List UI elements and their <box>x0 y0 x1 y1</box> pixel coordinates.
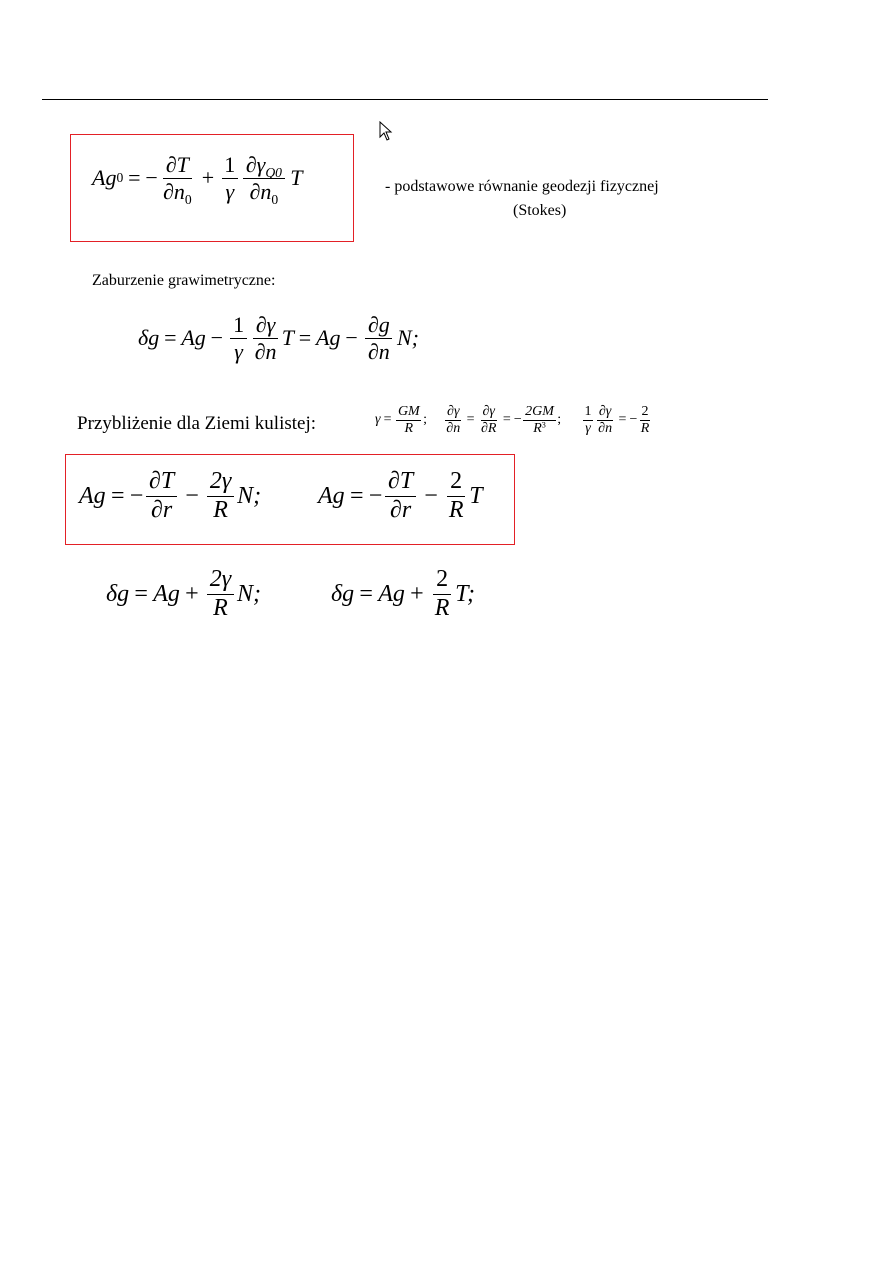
disturbance-spherical-t: δg = Ag + $\frac{2}{R}$ T; <box>331 566 475 621</box>
spherical-anomaly-t: Ag = − $\frac{\partial T}{\partial r}$ − $\frac{2}{R}$ T <box>318 468 483 523</box>
fraction-one-gamma: $\frac{1}{\gamma}$ <box>222 153 238 203</box>
spherical-heading: Przybliżenie dla Ziemi kulistej: <box>77 413 317 434</box>
spherical-relations: γ = $\frac{GM}{R}$ ; $\frac{\partial\gamma}{\partial n}$ = $\frac{\partial\gamma}{\partial R}$ = − $\frac{2GM}{R^3}$ ; $\frac{1}{\gamma}$ $\frac{\partial\gamma}{\partial n}$ = − $\frac{2}{R}$ <box>375 404 650 437</box>
stokes-equation: Ag 0 = − $\frac{\partial T}{\partial n_0}$ + $\frac{1}{\gamma}$ $\frac{\partial\gamma_{Q0}}{\partial n_0}$ T <box>92 152 303 207</box>
header-rule <box>42 99 768 100</box>
disturbance-heading: Zaburzenie grawimetryczne: <box>92 272 276 289</box>
mouse-pointer-icon <box>379 121 393 141</box>
fraction-dgamma-dn0: $\frac{\partial\gamma_{Q0}}{\partial n_0}$ <box>243 153 284 203</box>
disturbance-spherical-n: δg = Ag + $\frac{2\gamma}{R}$ N; <box>106 566 261 621</box>
stokes-description: - podstawowe równanie geodezji fizycznej <box>385 178 659 195</box>
fraction-dT-dn0: $\frac{\partial T}{\partial n_0}$ <box>163 152 192 207</box>
disturbance-equation: δg = Ag − $\frac{1}{\gamma}$ $\frac{\partial\gamma}{\partial n}$ T = Ag − $\frac{\partial g}{\partial n}$ N; <box>138 312 419 364</box>
spherical-anomaly-n: Ag = − $\frac{\partial T}{\partial r}$ − $\frac{2\gamma}{R}$ N; <box>79 468 262 523</box>
stokes-lhs: Ag <box>92 165 117 191</box>
stokes-source: (Stokes) <box>513 202 567 219</box>
